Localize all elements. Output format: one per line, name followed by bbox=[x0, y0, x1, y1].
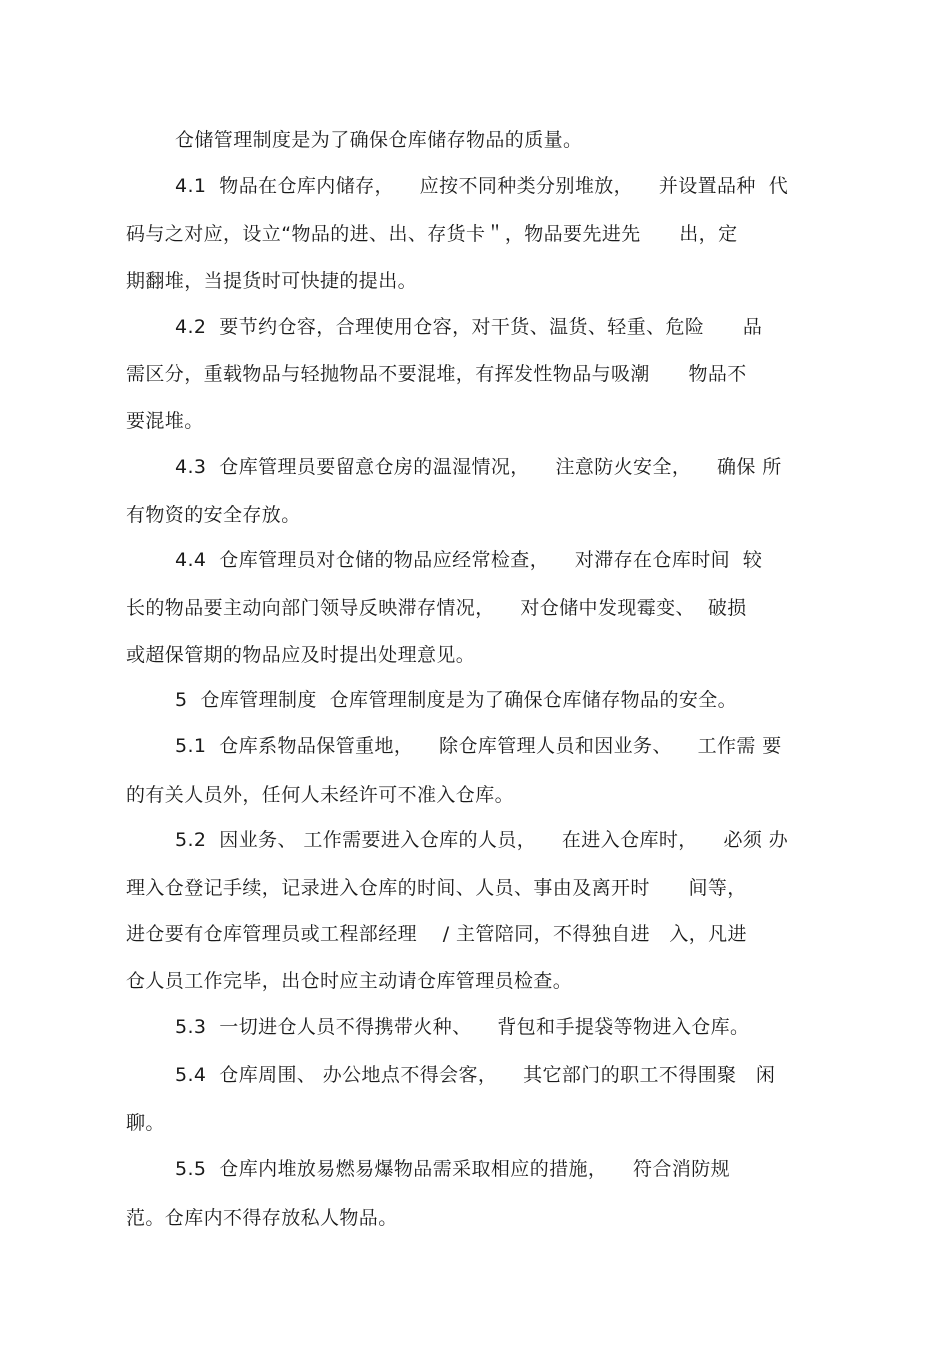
text-line: 4.1 物品在仓库内储存， 应按不同种类分别堆放， 并设置品种 代 bbox=[175, 175, 789, 197]
text-line: 5.3 一切进仓人员不得携带火种、 背包和手提袋等物进入仓库。 bbox=[175, 1016, 750, 1038]
text-line: 仓人员工作完毕，出仓时应主动请仓库管理员检查。 bbox=[126, 970, 573, 992]
text-line: 5.2 因业务、 工作需要进入仓库的人员， 在进入仓库时， 必须 办 bbox=[175, 829, 789, 851]
text-line: 的有关人员外，任何人未经许可不准入仓库。 bbox=[126, 784, 515, 806]
text-line: 4.3 仓库管理员要留意仓房的温湿情况， 注意防火安全， 确保 所 bbox=[175, 456, 782, 478]
text-line: 或超保管期的物品应及时提出处理意见。 bbox=[126, 644, 476, 666]
text-line: 进仓要有仓库管理员或工程部经理 / 主管陪同，不得独自进 入，凡进 bbox=[126, 923, 747, 945]
text-line: 要混堆。 bbox=[126, 410, 204, 432]
text-line: 范。仓库内不得存放私人物品。 bbox=[126, 1207, 398, 1229]
text-line: 4.4 仓库管理员对仓储的物品应经常检查， 对滞存在仓库时间 较 bbox=[175, 549, 763, 571]
text-line: 5.4 仓库周围、 办公地点不得会客， 其它部门的职工不得围聚 闲 bbox=[175, 1064, 776, 1086]
text-line: 仓储管理制度是为了确保仓库储存物品的质量。 bbox=[175, 129, 583, 151]
text-line: 码与之对应，设立“物品的进、出、存货卡＂，物品要先进先 出，定 bbox=[126, 223, 738, 245]
text-line: 理入仓登记手续，记录进入仓库的时间、人员、事由及离开时 间等， bbox=[126, 877, 747, 899]
text-line: 5.1 仓库系物品保管重地， 除仓库管理人员和因业务、 工作需 要 bbox=[175, 735, 782, 757]
text-line: 有物资的安全存放。 bbox=[126, 504, 301, 526]
text-line: 5.5 仓库内堆放易燃易爆物品需采取相应的措施， 符合消防规 bbox=[175, 1158, 731, 1180]
text-line: 需区分，重载物品与轻抛物品不要混堆，有挥发性物品与吸潮 物品不 bbox=[126, 363, 747, 385]
text-line: 期翻堆，当提货时可快捷的提出。 bbox=[126, 270, 418, 292]
text-line: 长的物品要主动向部门领导反映滞存情况， 对仓储中发现霉变、 破损 bbox=[126, 597, 747, 619]
text-line: 4.2 要节约仓容，合理使用仓容，对干货、温货、轻重、危险 品 bbox=[175, 316, 763, 338]
text-line: 5 仓库管理制度 仓库管理制度是为了确保仓库储存物品的安全。 bbox=[175, 689, 738, 711]
text-line: 聊。 bbox=[126, 1112, 165, 1134]
